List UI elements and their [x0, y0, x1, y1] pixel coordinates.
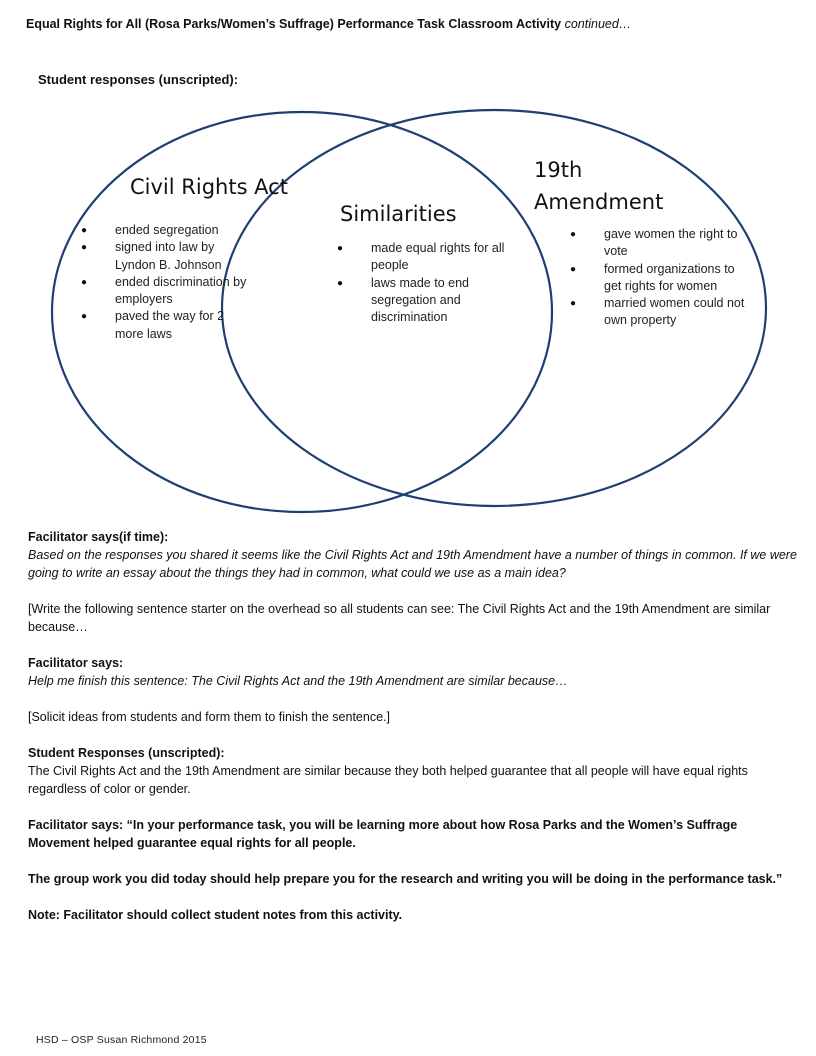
group-work-statement: The group work you did today should help prepare you for the research and writing you will be doing in the performance task.” [28, 872, 783, 886]
list-item: ● paved the way for 2 more laws [81, 308, 251, 343]
main-idea-prompt: Based on the responses you shared it seems like the Civil Rights Act and 19th Amendment have a number of things in common. If we were going to write an essay about the things they had in common, what could we use as a main idea? [28, 548, 797, 580]
nineteenth-amendment-title-line1: 19th [534, 158, 583, 182]
facilitator-script [28, 528, 798, 942]
list-item: ● married women could not own property [570, 295, 745, 330]
student-responses-heading: Student responses (unscripted): [38, 72, 239, 87]
similarities-title: Similarities [340, 202, 457, 226]
paragraph-main-idea [28, 528, 798, 582]
list-item: ● signed into law by Lyndon B. Johnson [81, 239, 251, 274]
list-item: ● formed organizations to get rights for women [570, 261, 745, 296]
header-continued: continued… [564, 17, 632, 31]
nineteenth-amendment-title-line2: Amendment [534, 190, 664, 214]
list-item: ● gave women the right to vote [570, 226, 745, 261]
header-title: Equal Rights for All (Rosa Parks/Women’s Suffrage) Performance Task Classroom Activity [26, 17, 562, 31]
finish-sentence-prompt: Help me finish this sentence: The Civil Rights Act and the 19th Amendment are similar because… [28, 674, 568, 688]
student-responses-label: Student Responses (unscripted): [28, 746, 225, 760]
student-response-text: The Civil Rights Act and the 19th Amendment are similar because they both helped guarantee that all people will have equal rights regardless of color or gender. [28, 764, 748, 796]
performance-task-statement: Facilitator says: “In your performance task, you will be learning more about how Rosa Parks and the Women’s Suffrage Movement helped guarantee equal rights for all people. [28, 818, 738, 850]
facilitator-label: Facilitator says: [28, 656, 124, 670]
list-item: ● laws made to end segregation and discrimination [337, 275, 512, 327]
list-item: ● ended discrimination by employers [81, 274, 251, 309]
civil-rights-act-title: Civil Rights Act [130, 175, 288, 199]
solicit-ideas-instruction: [Solicit ideas from students and form them to finish the sentence.] [28, 710, 390, 724]
nineteenth-amendment-list [570, 226, 745, 330]
facilitator-label: Facilitator says(if time): [28, 530, 169, 544]
list-item: ● ended segregation [81, 222, 251, 239]
sentence-starter-instruction: [Write the following sentence starter on the overhead so all students can see: The Civil Rights Act and the 19th Amendment are similar because… [28, 602, 771, 634]
facilitator-note: Note: Facilitator should collect student notes from this activity. [28, 908, 403, 922]
civil-rights-act-list [81, 222, 251, 343]
list-item: ● made equal rights for all people [337, 240, 512, 275]
similarities-list [337, 240, 512, 326]
paragraph-student-responses [28, 744, 798, 798]
page-footer: HSD – OSP Susan Richmond 2015 [36, 1034, 207, 1046]
paragraph-finish-sentence [28, 654, 798, 690]
